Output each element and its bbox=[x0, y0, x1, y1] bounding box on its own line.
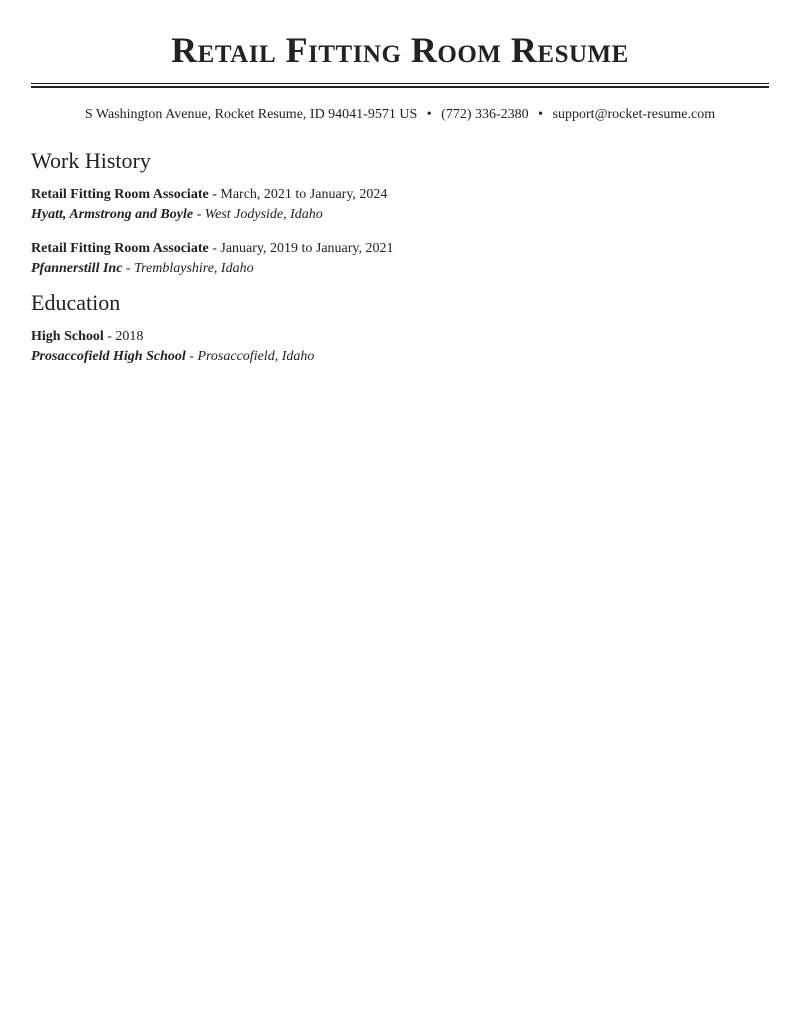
contact-separator: • bbox=[538, 107, 544, 122]
work-entry-company-line bbox=[31, 205, 769, 225]
work-entry-company-line bbox=[31, 259, 769, 279]
contact-separator: • bbox=[426, 107, 432, 122]
dash-separator: - bbox=[103, 329, 116, 344]
education-entry-school-line bbox=[31, 347, 769, 367]
title-divider bbox=[31, 83, 769, 88]
job-dates: March, 2021 to January, 2024 bbox=[220, 187, 388, 202]
contact-email: support@rocket-resume.com bbox=[552, 107, 716, 122]
job-dates: January, 2019 to January, 2021 bbox=[220, 241, 394, 256]
job-role: Retail Fitting Room Associate bbox=[31, 187, 209, 202]
dash-separator: - bbox=[208, 187, 221, 202]
dash-separator: - bbox=[185, 349, 198, 364]
education-location: Prosaccofield, Idaho bbox=[197, 349, 315, 364]
job-location: West Jodyside, Idaho bbox=[204, 207, 323, 222]
dash-separator: - bbox=[208, 241, 221, 256]
contact-address: S Washington Avenue, Rocket Resume, ID 94041-9571 US bbox=[84, 107, 418, 122]
work-entry bbox=[31, 239, 769, 279]
resume-title: Retail Fitting Room Resume bbox=[171, 30, 629, 70]
education-school: Prosaccofield High School bbox=[31, 349, 186, 364]
contact-line bbox=[31, 106, 769, 124]
work-entry-title-line bbox=[31, 185, 769, 205]
contact-phone: (772) 336-2380 bbox=[441, 107, 529, 122]
work-entry-title-line bbox=[31, 239, 769, 259]
work-history-heading: Work History bbox=[31, 148, 151, 173]
job-role: Retail Fitting Room Associate bbox=[31, 241, 209, 256]
education-entry bbox=[31, 327, 769, 367]
dash-separator: - bbox=[193, 207, 205, 222]
dash-separator: - bbox=[122, 261, 135, 276]
education-degree: High School bbox=[31, 329, 104, 344]
education-entry-title-line bbox=[31, 327, 769, 347]
education-heading: Education bbox=[31, 290, 121, 315]
job-location: Tremblayshire, Idaho bbox=[134, 261, 254, 276]
job-company: Pfannerstill Inc bbox=[31, 261, 123, 276]
education-year: 2018 bbox=[115, 329, 144, 344]
job-company: Hyatt, Armstrong and Boyle bbox=[31, 207, 194, 222]
work-entry bbox=[31, 185, 769, 225]
